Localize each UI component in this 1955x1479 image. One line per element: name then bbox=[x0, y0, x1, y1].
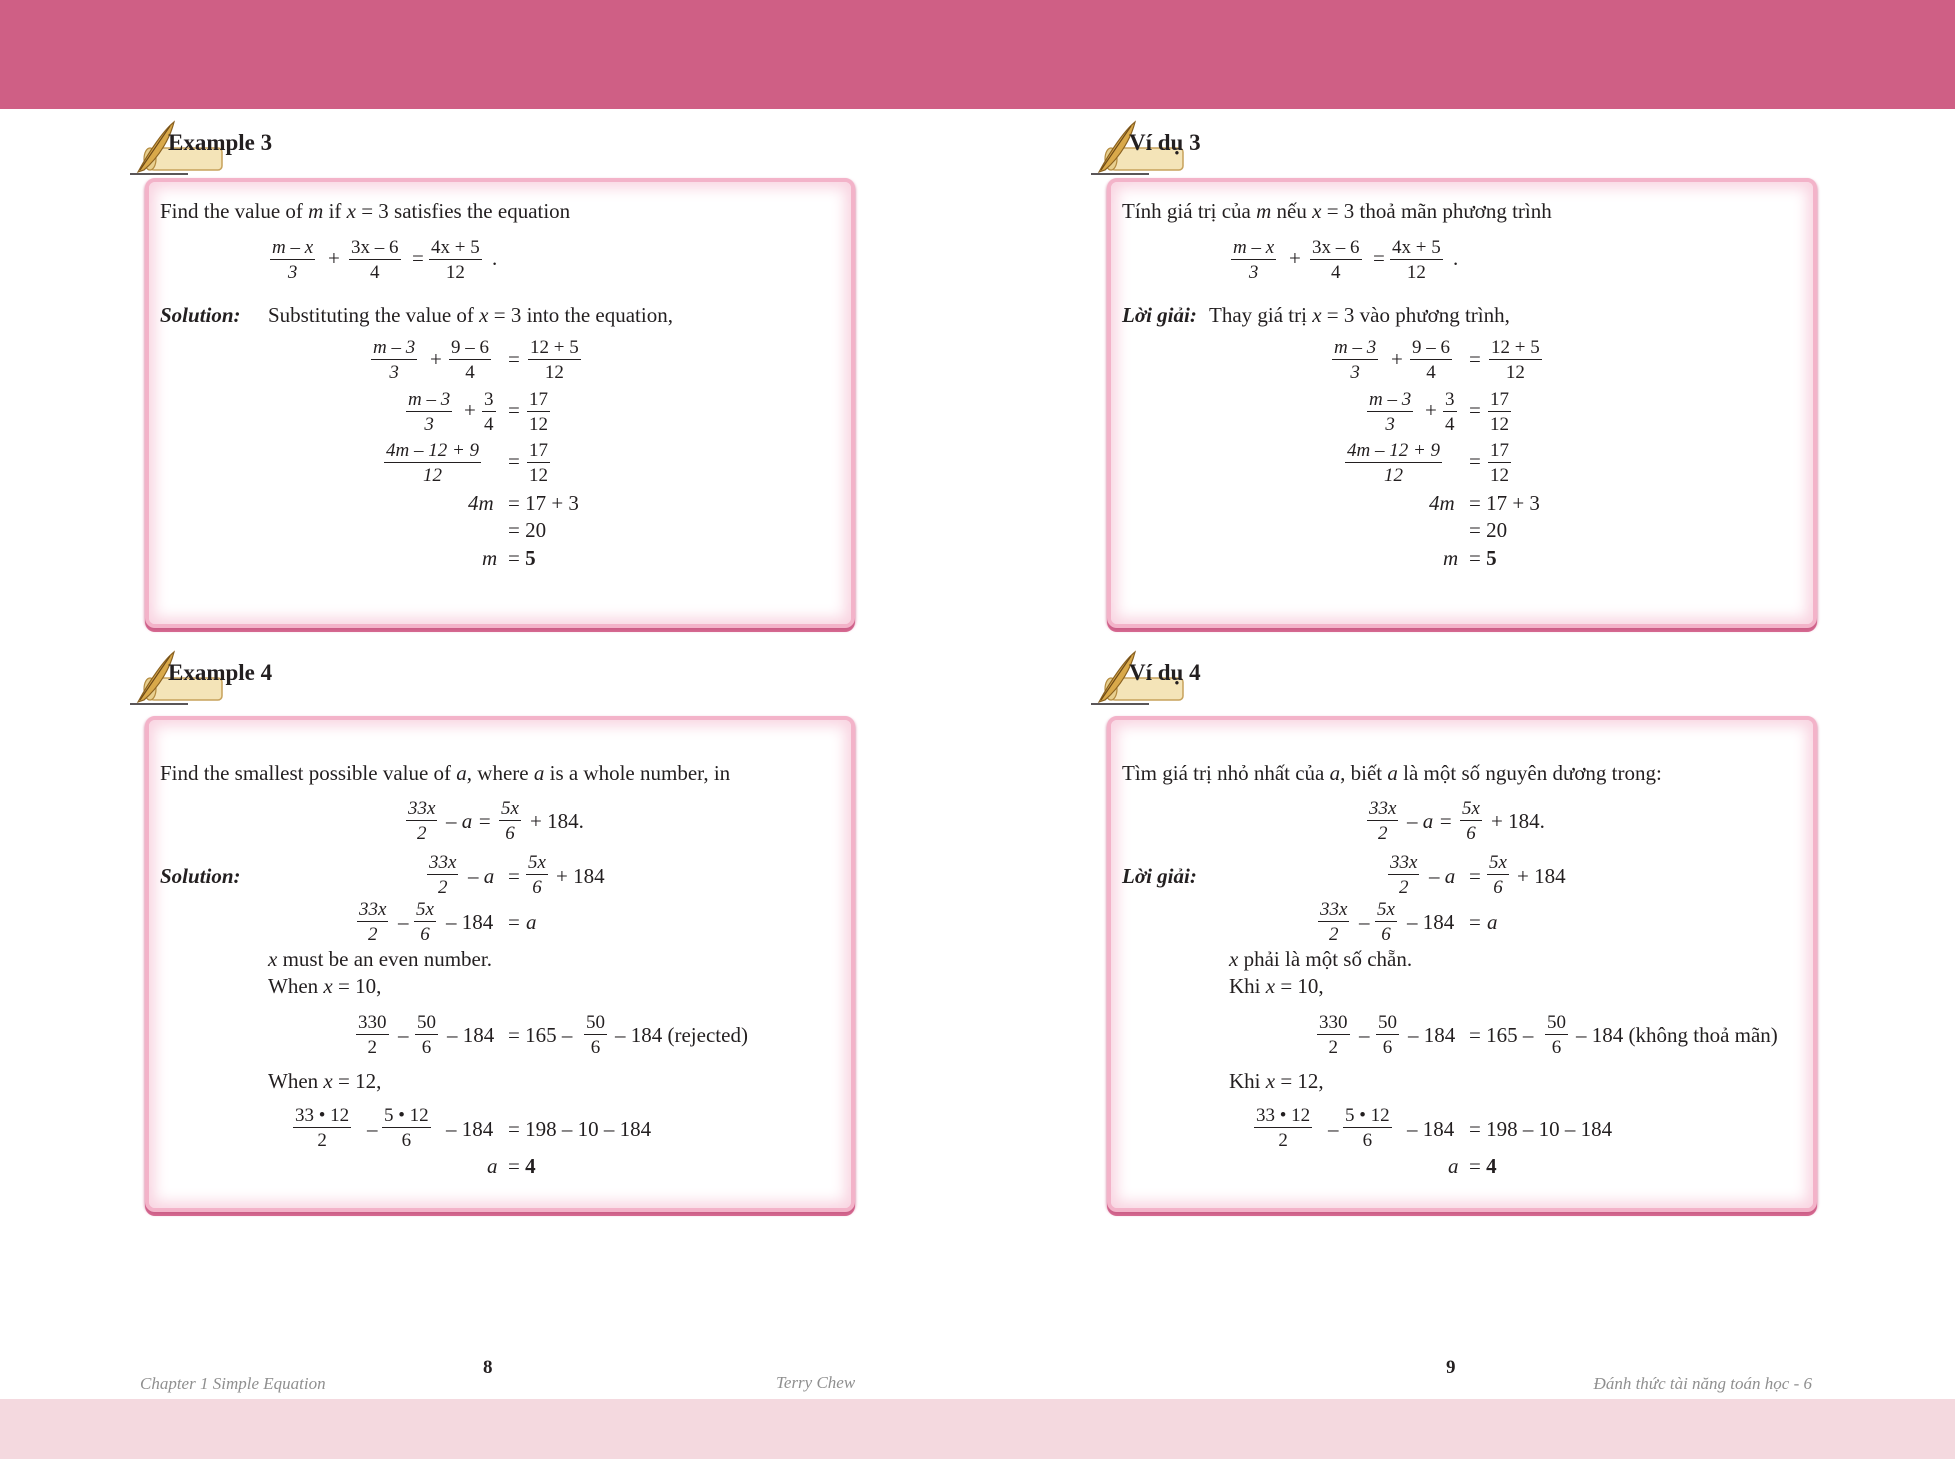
equation-result: = 4 bbox=[508, 1154, 536, 1178]
operator: = bbox=[1469, 910, 1481, 934]
operator: = bbox=[508, 864, 520, 888]
equation-result: = 5 bbox=[508, 546, 536, 570]
equation-lhs: a bbox=[1448, 1154, 1459, 1178]
fraction: $\frac{33 • 12}{2}$ bbox=[1256, 1105, 1311, 1151]
equation-lhs: 4m bbox=[1429, 491, 1455, 515]
equation-mid: – a bbox=[1429, 864, 1456, 888]
equation-tail: – 184 (rejected) bbox=[615, 1023, 748, 1047]
equation-rhs: = 165 – bbox=[1469, 1023, 1534, 1047]
equation-tail: – 184 bbox=[1407, 910, 1455, 934]
fraction: $\frac{m - 3}{3}$ bbox=[1369, 389, 1412, 435]
page-number-right: 9 bbox=[1446, 1357, 1456, 1378]
question-text: Tính giá trị của m nếu x = 3 thoả mãn phương trình bbox=[1122, 199, 1552, 223]
fraction: $\frac{5x}{6}$ bbox=[501, 798, 519, 844]
equation-rhs: = 198 – 10 – 184 bbox=[1469, 1117, 1613, 1141]
fraction: $\frac{5 • 12}{6}$ bbox=[384, 1105, 429, 1151]
fraction: $\frac{5x}{6}$ bbox=[1462, 798, 1480, 844]
fraction: $\frac{3}{4}$ bbox=[484, 389, 494, 435]
operator: + bbox=[1391, 347, 1403, 371]
example-3-title: Example 3 bbox=[168, 130, 273, 155]
fraction: $\frac{m - 3}{3}$ bbox=[408, 389, 451, 435]
fraction: $\frac{5 • 12}{6}$ bbox=[1345, 1105, 1390, 1151]
operator: + bbox=[328, 246, 340, 270]
operator: = bbox=[508, 449, 520, 473]
fraction: $\frac{m - x}{3}$ bbox=[1233, 237, 1275, 283]
equation-rhs: a bbox=[526, 910, 537, 934]
example-3-box bbox=[145, 178, 855, 628]
even-statement: x must be an even number. bbox=[268, 947, 492, 971]
operator: = bbox=[412, 246, 424, 270]
equation-lhs: m bbox=[482, 546, 498, 570]
fraction: $\frac{m - 3}{3}$ bbox=[373, 337, 416, 383]
punctuation: . bbox=[1453, 246, 1459, 270]
equation-result: = 5 bbox=[1469, 546, 1497, 570]
operator: = bbox=[508, 910, 520, 934]
equation-tail: – 184 bbox=[1408, 1023, 1456, 1047]
chapter-title: Chapter 1 Simple Equation bbox=[140, 1374, 326, 1393]
solution-label: Solution: bbox=[160, 303, 241, 327]
operator: = bbox=[1373, 246, 1385, 270]
equation-tail: + 184. bbox=[530, 809, 584, 833]
equation-tail: + 184 bbox=[556, 864, 605, 888]
when-x-12: Khi x = 12, bbox=[1229, 1069, 1324, 1093]
solution-label: Solution: bbox=[160, 864, 241, 888]
fraction: $\frac{3x - 6}{4}$ bbox=[351, 237, 399, 283]
operator: = bbox=[1469, 864, 1481, 888]
equation-tail: – 184 bbox=[446, 910, 494, 934]
even-statement: x phải là một số chẵn. bbox=[1229, 947, 1413, 971]
operator: = bbox=[508, 347, 520, 371]
fraction: $\frac{330}{2}$ bbox=[358, 1012, 387, 1058]
equation-lhs: a bbox=[487, 1154, 498, 1178]
operator: + bbox=[1289, 246, 1301, 270]
fraction: $\frac{9 - 6}{4}$ bbox=[1412, 337, 1450, 383]
fraction: $\frac{50}{6}$ bbox=[1378, 1012, 1397, 1058]
fraction: $\frac{12 + 5}{12}$ bbox=[1491, 337, 1540, 383]
equation-mid: – a = bbox=[446, 809, 492, 833]
fraction: $\frac{5x}{6}$ bbox=[1377, 899, 1395, 945]
operator: – bbox=[1328, 1117, 1339, 1141]
fraction: $\frac{5x}{6}$ bbox=[416, 899, 434, 945]
book-title: Đánh thức tài năng toán học - 6 bbox=[1593, 1374, 1812, 1393]
fraction: $\frac{17}{12}$ bbox=[1490, 389, 1509, 435]
author-name: Terry Chew bbox=[776, 1373, 856, 1392]
question-text: Find the smallest possible value of a, where a is a whole number, in bbox=[160, 761, 731, 785]
when-x-12: When x = 12, bbox=[268, 1069, 382, 1093]
operator: = bbox=[1469, 347, 1481, 371]
fraction: $\frac{9 - 6}{4}$ bbox=[451, 337, 489, 383]
operator: – bbox=[398, 1023, 409, 1047]
fraction: $\frac{17}{12}$ bbox=[529, 440, 548, 486]
fraction: $\frac{5x}{6}$ bbox=[528, 852, 546, 898]
fraction: $\frac{50}{6}$ bbox=[417, 1012, 436, 1058]
equation-lhs: 4m bbox=[468, 491, 494, 515]
fraction: $\frac{33x}{2}$ bbox=[359, 899, 387, 945]
example-4-title: Example 4 bbox=[168, 660, 273, 685]
operator: + bbox=[464, 398, 476, 422]
fraction: $\frac{33x}{2}$ bbox=[1390, 852, 1418, 898]
fraction: $\frac{3x - 6}{4}$ bbox=[1312, 237, 1360, 283]
fraction: $\frac{m - x}{3}$ bbox=[272, 237, 314, 283]
fraction: $\frac{33 • 12}{2}$ bbox=[295, 1105, 350, 1151]
solution-label: Lời giải: bbox=[1122, 303, 1197, 327]
question-text: Find the value of m if x = 3 satisfies the equation bbox=[160, 199, 571, 223]
solution-label: Lời giải: bbox=[1122, 864, 1197, 888]
fraction: $\frac{33x}{2}$ bbox=[408, 798, 436, 844]
equation-rhs: = 20 bbox=[1469, 518, 1508, 542]
fraction: $\frac{33x}{2}$ bbox=[429, 852, 457, 898]
equation-rhs: = 20 bbox=[508, 518, 547, 542]
fraction: $\frac{5x}{6}$ bbox=[1489, 852, 1507, 898]
fraction: $\frac{4m - 12 + 9}{12}$ bbox=[386, 440, 480, 486]
fraction: $\frac{4m - 12 + 9}{12}$ bbox=[1347, 440, 1441, 486]
fraction: $\frac{4x + 5}{12}$ bbox=[1392, 237, 1441, 283]
fraction: $\frac{4x + 5}{12}$ bbox=[431, 237, 480, 283]
fraction: $\frac{33x}{2}$ bbox=[1369, 798, 1397, 844]
solution-intro: Substituting the value of x = 3 into the equation, bbox=[268, 303, 673, 327]
fraction: $\frac{12 + 5}{12}$ bbox=[530, 337, 579, 383]
operator: = bbox=[1469, 398, 1481, 422]
question-text: Tìm giá trị nhỏ nhất của a, biết a là một số nguyên dương trong: bbox=[1122, 761, 1662, 785]
footer-band bbox=[0, 1399, 1955, 1459]
equation-rhs: = 17 + 3 bbox=[508, 491, 579, 515]
header-band bbox=[0, 0, 1955, 109]
when-x-10: Khi x = 10, bbox=[1229, 974, 1324, 998]
vi-du-3-title: Ví dụ 3 bbox=[1129, 130, 1201, 155]
equation-tail: – 184 bbox=[1407, 1117, 1455, 1141]
operator: – bbox=[398, 910, 409, 934]
example-4-heading bbox=[130, 650, 330, 706]
solution-intro: Thay giá trị x = 3 vào phương trình, bbox=[1209, 303, 1510, 327]
equation-rhs: = 198 – 10 – 184 bbox=[508, 1117, 652, 1141]
operator: = bbox=[508, 398, 520, 422]
equation-tail: – 184 (không thoả mãn) bbox=[1576, 1023, 1778, 1047]
equation-tail: + 184 bbox=[1517, 864, 1566, 888]
fraction: $\frac{m - 3}{3}$ bbox=[1334, 337, 1377, 383]
equation-rhs: = 165 – bbox=[508, 1023, 573, 1047]
fraction: $\frac{330}{2}$ bbox=[1319, 1012, 1348, 1058]
vi-du-4-title: Ví dụ 4 bbox=[1129, 660, 1201, 685]
example-3-heading bbox=[130, 120, 330, 176]
operator: – bbox=[1359, 1023, 1370, 1047]
operator: + bbox=[430, 347, 442, 371]
equation-result: = 4 bbox=[1469, 1154, 1497, 1178]
equation-tail: + 184. bbox=[1491, 809, 1545, 833]
vi-du-3-box bbox=[1107, 178, 1817, 628]
fraction: $\frac{50}{6}$ bbox=[1547, 1012, 1566, 1058]
equation-tail: – 184 bbox=[446, 1117, 494, 1141]
operator: = bbox=[1469, 449, 1481, 473]
equation-tail: – 184 bbox=[447, 1023, 495, 1047]
equation-rhs: a bbox=[1487, 910, 1498, 934]
equation-mid: – a bbox=[468, 864, 495, 888]
fraction: $\frac{33x}{2}$ bbox=[1320, 899, 1348, 945]
fraction: $\frac{50}{6}$ bbox=[586, 1012, 605, 1058]
example-4-box bbox=[145, 716, 855, 1212]
when-x-10: When x = 10, bbox=[268, 974, 382, 998]
vi-du-3-heading bbox=[1091, 120, 1291, 176]
punctuation: . bbox=[492, 246, 498, 270]
vi-du-4-heading bbox=[1091, 650, 1291, 706]
operator: – bbox=[367, 1117, 378, 1141]
equation-mid: – a = bbox=[1407, 809, 1453, 833]
equation-lhs: m bbox=[1443, 546, 1459, 570]
page-number-left: 8 bbox=[483, 1357, 493, 1378]
fraction: $\frac{3}{4}$ bbox=[1445, 389, 1455, 435]
operator: + bbox=[1425, 398, 1437, 422]
fraction: $\frac{17}{12}$ bbox=[1490, 440, 1509, 486]
fraction: $\frac{17}{12}$ bbox=[529, 389, 548, 435]
vi-du-4-box bbox=[1107, 716, 1817, 1212]
operator: – bbox=[1359, 910, 1370, 934]
equation-rhs: = 17 + 3 bbox=[1469, 491, 1540, 515]
